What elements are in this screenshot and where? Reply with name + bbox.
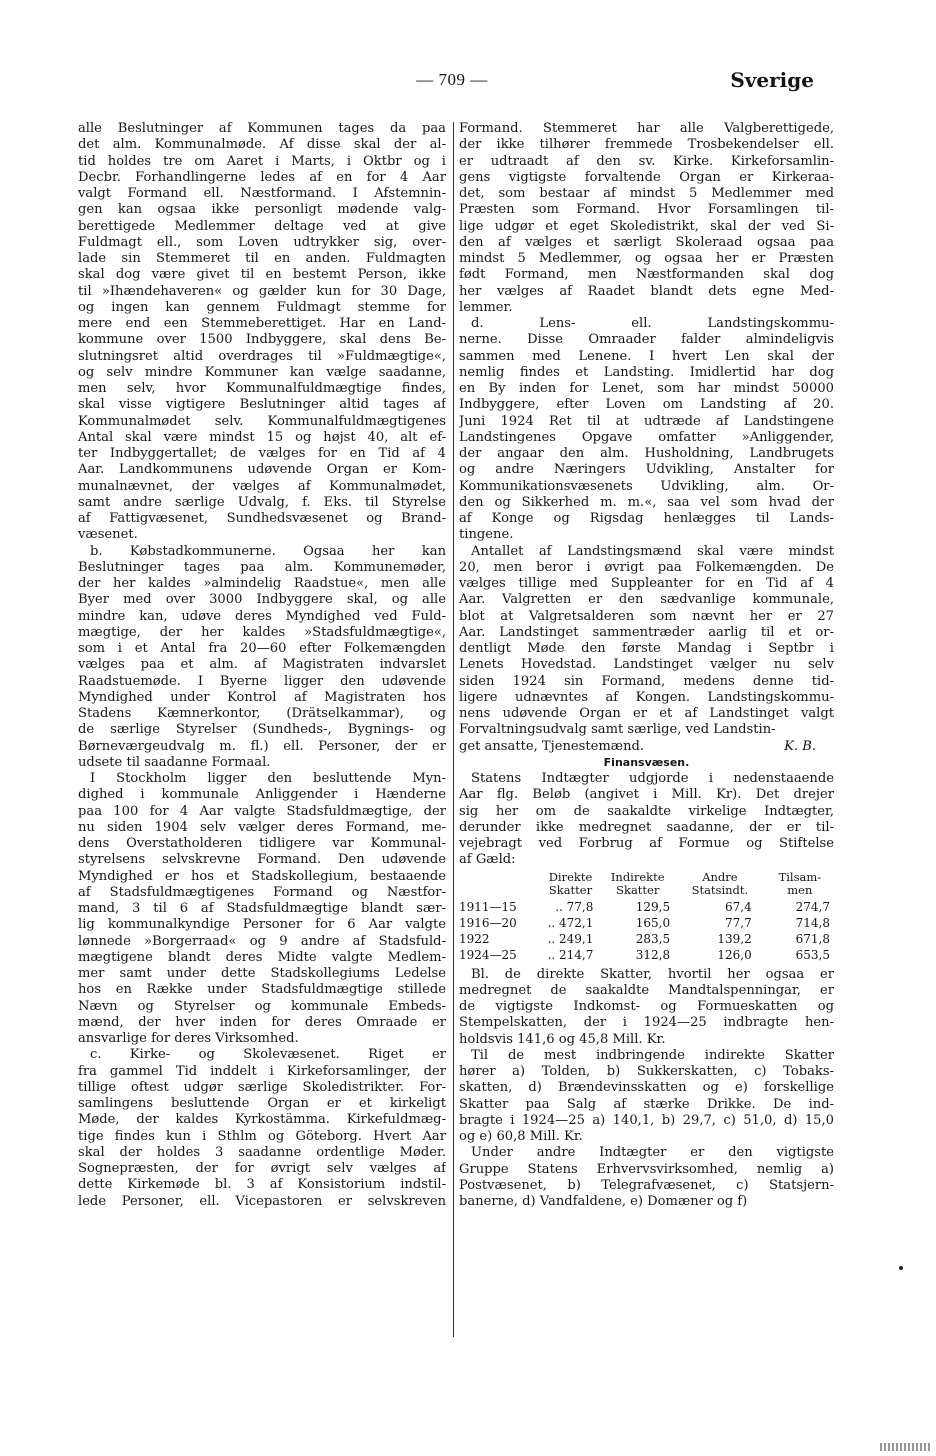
finance-table-header-row [459, 871, 834, 899]
text-line: Gruppe Statens Erhvervsvirksomhed, nemlig a) [459, 1161, 834, 1177]
text-line: Aar. Landkommunens udøvende Organ er Kom- [78, 462, 446, 478]
finance-header-total: Tilsam- men [778, 869, 822, 897]
finance-header-other: Andre Statsindt. [691, 869, 749, 897]
finance-table-row [459, 915, 834, 931]
text-line: Aar. Landstinget sammentræder aarlig til et or- [459, 624, 834, 640]
finance-text [459, 967, 834, 1211]
text-line: Stadens Kæmnerkontor, (Drätselkammar), og [78, 706, 446, 721]
text-line: samt andre særlige Udvalg, f. Eks. til Styrelse [78, 494, 446, 510]
text-line: Formand. Stemmeret har alle Valgberettigede, [459, 121, 834, 136]
text-line: ligere udnævntes af Kongen. Landstingskommu- [459, 689, 834, 705]
text-line: Statens Indtægter udgjorde i nedenstaaende [471, 771, 834, 786]
text-line: tige findes kun i Sthlm og Göteborg. Hvert Aar [78, 1128, 446, 1144]
text-line: lade sin Stemmeret til en anden. Fuldmagten [78, 251, 446, 266]
text-line: Møde, der kaldes Kyrkostämma. Kirkefuldmæg- [78, 1112, 446, 1128]
text-line: gens vigtigste forvaltende Organ er Kirkeraa- [459, 169, 834, 185]
text-line: mænd, der hver inden for deres Omraade er [78, 1014, 446, 1030]
text-line: mand, 3 til 6 af Stadsfuldmægtige blandt sær- [78, 901, 446, 916]
text-line: blot at Valgretsalderen som nævnt her er 27 [459, 608, 834, 624]
text-line: til »Ihændehaveren« og gælder kun for 30 Dage, [78, 283, 446, 299]
text-line: Fuldmagt ell., som Loven udtrykker sig, over- [78, 234, 446, 250]
text-line: nemlig findes et Landsting. Imidlertid har dog [459, 364, 834, 380]
finance-header-indirect: Indirekte Skatter [610, 869, 665, 897]
text-line: vælges paa et alm. af Magistraten indvarslet [78, 657, 446, 673]
text-line: det, som bestaar af mindst 5 Medlemmer med [459, 186, 834, 201]
text-line: berettigede Medlemmer deltage ved at give [78, 218, 446, 234]
finance-table-cell: 671,8 [795, 931, 830, 946]
text-line: væsenet. [78, 527, 138, 543]
text-line: Beslutninger tages paa alm. Kommunemøder, [78, 559, 446, 575]
text-line: dentligt Møde den første Mandag i Septbr i [459, 641, 834, 656]
finance-table-cell: 1922 [459, 931, 490, 946]
text-line: hører a) Tolden, b) Sukkerskatten, c) Tobaks- [459, 1064, 834, 1079]
finance-table-cell: .. 472,1 [547, 915, 594, 930]
text-line: Myndighed under Kontrol af Magistraten hos [78, 689, 446, 705]
finance-table-cell: 67,4 [724, 899, 752, 914]
text-line: mægtigene blandt deres Midte valgte Medlem- [78, 949, 446, 965]
text-line: Indbyggere, efter Loven om Landsting af 20. [459, 397, 834, 413]
text-line: de særlige Styrelser (Sundheds-, Bygnings- og [78, 722, 446, 738]
text-line: hos en Række under Stadsfuldmægtige stillede [78, 982, 446, 998]
page-header [0, 70, 936, 100]
text-line: munalnævnet, der vælges af Kommunalmødet, [78, 478, 446, 494]
text-line: skatten, d) Brændevinsskatten og e) forskellige [459, 1080, 834, 1096]
finance-table-cell: .. 249,1 [547, 931, 594, 946]
finance-table-cell: 312,8 [635, 947, 671, 962]
text-line: samlingens besluttende Organ er et kirkeligt [78, 1096, 446, 1111]
text-line: og ingen kan gennem Fuldmagt stemme for [78, 299, 446, 315]
country-heading: Sverige [730, 68, 814, 92]
text-line: og e) 60,8 Mill. Kr. [459, 1129, 583, 1144]
finance-table-cell: .. 214,7 [547, 947, 594, 962]
text-line: Juni 1924 Ret til at udtræde af Landstingene [459, 413, 834, 429]
text-line: lønnede »Borgerraad« og 9 andre af Stadsfuld- [78, 933, 446, 949]
text-line: lig kommunalkyndige Personer for 6 Aar valgte [78, 917, 446, 933]
text-line: sig her om de saakaldte virkelige Indtægter, [459, 803, 834, 819]
finance-table-cell: .. 77,8 [555, 899, 594, 914]
finance-table-cell: 165,0 [635, 915, 671, 930]
text-line: skal dog være givet til en bestemt Person, ikke [78, 267, 446, 283]
finance-table [459, 871, 834, 963]
finance-table-cell: 653,5 [795, 947, 830, 962]
text-line: men selv, hvor Kommunalfuldmægtige findes, [78, 381, 446, 396]
text-line: Skatter paa Salg af stærke Drikke. De ind- [459, 1096, 834, 1112]
text-line: Byer med over 3000 Indbyggere skal, og alle [78, 592, 446, 608]
text-line: født Formand, men Næstformanden skal dog [459, 267, 834, 283]
margin-dot [899, 1266, 903, 1270]
text-line: en By inden for Lenet, som har mindst 50000 [459, 381, 834, 396]
text-line: skal visse vigtigere Beslutninger altid tages af [78, 397, 446, 413]
column-divider [453, 122, 454, 1337]
text-line: derunder ikke medregnet saadanne, der er til- [459, 819, 834, 835]
text-line: fra gammel Tid inddelt i Kirkeforsamlinger, der [78, 1063, 446, 1079]
text-line: banerne, d) Vandfaldene, e) Domæner og f) [459, 1194, 748, 1209]
text-line: Præsten som Formand. Hvor Forsamlingen til- [459, 202, 834, 218]
finance-table-cell: 126,0 [717, 947, 752, 962]
text-line: Aar flg. Beløb (angivet i Mill. Kr). Det drejer [459, 787, 834, 803]
text-line: mer samt under dette Stadskollegiums Ledelse [78, 966, 446, 981]
text-line: Bl. de direkte Skatter, hvortil her ogsaa er [471, 966, 834, 982]
text-line: paa 100 for 4 Aar valgte Stadsfuldmægtige, der [78, 803, 446, 819]
text-line: alle Beslutninger af Kommunen tages da paa [78, 121, 446, 136]
text-line: den og Sikkerhed m. m.«, saa vel som hvad der [459, 494, 834, 510]
text-line: som i et Antal fra 20—60 efter Folkemængden [78, 641, 446, 656]
scan-mark [880, 1443, 930, 1451]
text-line: lige udgør et eget Skoledistrikt, skal der ved Si- [459, 218, 834, 234]
text-line: dighed i kommunale Anliggender i Hænderne [78, 787, 446, 803]
text-line: af Konge og Rigsdag henlægges til Lands- [459, 511, 834, 526]
text-line: valgt Formand ell. Næstformand. I Afstemnin- [78, 186, 446, 201]
finance-table-cell: 77,7 [724, 915, 752, 930]
text-line: skal der holdes 3 saadanne ordentlige Møder. [78, 1144, 446, 1160]
text-line: de vigtigste Indkomst- og Formueskatten og [459, 999, 834, 1014]
text-line: udsete til saadanne Formaal. [78, 754, 271, 770]
text-line: her vælges af Raadet blandt dets egne Med- [459, 283, 834, 299]
finance-table-cell: 1911—15 [459, 899, 517, 914]
text-line: Raadstuemøde. I Byerne ligger den udøvende [78, 673, 446, 689]
text-line: og selv mindre Kommuner kan vælge saadanne, [78, 364, 446, 380]
text-line: nerne. Disse Omraader falder almindeligvis [459, 332, 834, 348]
text-line: tillige oftest udgør særlige Skoledistrikter. For- [78, 1079, 446, 1095]
text-line: og andre Næringers Udvikling, Anstalter for [459, 462, 834, 478]
text-line: dens Overstatholderen tidligere var Kommunal- [78, 836, 446, 851]
text-line: Kommunalmødet selv. Kommunalfuldmægtigenes [78, 413, 446, 429]
text-line: Sognepræsten, der for øvrigt selv vælges af [78, 1161, 446, 1176]
text-line: styrelsens selvskrevne Formand. Den udøvende [78, 852, 446, 868]
text-line: sammen med Lenene. I hvert Len skal der [459, 348, 834, 364]
text-line: Postvæsenet, b) Telegrafvæsenet, c) Statsjern- [459, 1177, 834, 1193]
finance-table-cell: 129,5 [635, 899, 671, 914]
right-column-text [459, 121, 834, 739]
finance-table-cell: 139,2 [717, 931, 752, 946]
text-line: det alm. Kommunalmøde. Af disse skal der al- [78, 137, 446, 153]
text-line: dette Kirkemøde bl. 3 af Konsistorium indstil- [78, 1177, 446, 1193]
text-line: Antallet af Landstingsmænd skal være mindst [471, 543, 834, 559]
finance-table-row [459, 931, 834, 947]
text-line: vejebragt ved Forbrug af Formue og Stiftelse [459, 836, 834, 851]
author-signature: K. B. [784, 738, 816, 754]
text-line: nu siden 1904 selv vælger deres Formand, me- [78, 819, 446, 835]
left-column [78, 121, 446, 1210]
text-line: d. Lens- ell. Landstingskommu- [471, 316, 834, 331]
text-line: nens udøvende Organ er et af Landstinget valgt [459, 706, 834, 721]
text-line: Under andre Indtægter er den vigtigste [471, 1145, 834, 1161]
text-line: siden 1924 sin Formand, medens denne tid- [459, 673, 834, 689]
text-line: tid holdes tre om Aaret i Marts, i Oktbr og i [78, 153, 446, 169]
text-line: mægtige, der her kaldes »Stadsfuldmægtige«, [78, 624, 446, 640]
finance-table-cell: 1924—25 [459, 947, 517, 962]
finance-table-cell: 274,7 [795, 899, 830, 914]
text-line: lemmer. [459, 299, 513, 315]
text-line: mindre kan, udøve deres Myndighed ved Fuld- [78, 608, 446, 624]
text-line: vælges tillige med Suppleanter for en Tid af 4 [459, 576, 834, 591]
text-line: af Fattigvæsenet, Sundhedsvæsenet og Brand- [78, 511, 446, 526]
text-line: 20, men beror i øvrigt paa Folkemængden. De [459, 559, 834, 575]
text-line: bragte i 1924—25 a) 140,1, b) 29,7, c) 51,0, d) 15,0 [459, 1112, 834, 1128]
text-line: holdsvis 141,6 og 45,8 Mill. Kr. [459, 1031, 666, 1047]
signature-line [459, 739, 834, 755]
text-line: Nævn og Styrelser og kommunale Embeds- [78, 998, 446, 1014]
text-line: er udtraadt af den sv. Kirke. Kirkeforsamlin- [459, 153, 834, 169]
text-line: I Stockholm ligger den besluttende Myn- [90, 771, 446, 786]
text-line: af Gæld: [459, 852, 516, 868]
finance-header-direct: Direkte Skatter [548, 869, 593, 897]
text-line: Kommunikationsvæsenets Udvikling, alm. Or- [459, 478, 834, 494]
text-line: Lenets Hovedstad. Landstinget vælger nu selv [459, 657, 834, 673]
text-line: Til de mest indbringende indirekte Skatter [471, 1047, 834, 1063]
page-number: — 709 — [416, 70, 488, 89]
text-line: Myndighed er hos et Stadskollegium, bestaaende [78, 868, 446, 884]
finance-heading: Finansvæsen. [603, 755, 690, 769]
text-line: mindst 5 Medlemmer, og ogsaa her er Præsten [459, 251, 834, 266]
text-line: mere end een Stemmeberettiget. Har en Land- [78, 316, 446, 331]
text-line: medregnet de saakaldte Mandtalspenningar, er [459, 982, 834, 998]
text-line: Børneværgeudvalg m. fl.) ell. Personer, der er [78, 738, 446, 754]
text-line: Stempelskatten, der i 1924—25 indbragte hen- [459, 1015, 834, 1031]
text-line: Antal skal være mindst 15 og højst 40, alt ef- [78, 429, 446, 445]
text-line: ansvarlige for deres Virksomhed. [78, 1031, 299, 1046]
finance-table-row [459, 947, 834, 963]
text-line: den af vælges et særligt Skoleraad ogsaa paa [459, 234, 834, 250]
text-line: ter Indbyggertallet; de vælges for en Tid af 4 [78, 446, 446, 461]
finance-header-year [459, 871, 540, 899]
text-line: der ikke tilhører fremmede Trosbekendelser ell. [459, 137, 834, 153]
text-line: af Stadsfuldmægtigenes Formand og Næstfor- [78, 884, 446, 900]
finance-intro [459, 771, 834, 869]
finance-table-row [459, 899, 834, 915]
text-line: lede Personer, ell. Vicepastoren er selvskreven [78, 1193, 446, 1209]
text-line: kommune over 1500 Indbyggere, skal dens Be- [78, 332, 446, 348]
text-line: der angaar den alm. Husholdning, Landbrugets [459, 446, 834, 461]
text-line: c. Kirke- og Skolevæsenet. Riget er [90, 1047, 446, 1063]
text-line: Forvaltningsudvalg samt særlige, ved Landstin- [459, 722, 776, 738]
text-line: Landstingenes Opgave omfatter »Anliggender, [459, 429, 834, 445]
text-line: Decbr. Forhandlingerne ledes af en for 4 Aar [78, 169, 446, 185]
text-line: slutningsret altid overdrages til »Fuldmægtige«, [78, 348, 446, 364]
finance-table-cell: 714,8 [795, 915, 830, 930]
right-column [459, 121, 834, 1210]
finance-table-cell: 283,5 [635, 931, 671, 946]
text-line: b. Købstadkommunerne. Ogsaa her kan [90, 543, 446, 559]
finance-table-body [459, 899, 834, 963]
signature-line-text: get ansatte, Tjenestemænd. [459, 738, 645, 754]
text-line: Aar. Valgretten er den sædvanlige kommunale, [459, 592, 834, 608]
text-line: der her kaldes »almindelig Raadstue«, men alle [78, 576, 446, 591]
text-line: tingene. [459, 527, 514, 543]
finance-table-cell: 1916—20 [459, 915, 517, 930]
text-line: gen kan ogsaa ikke personligt mødende valg- [78, 202, 446, 218]
